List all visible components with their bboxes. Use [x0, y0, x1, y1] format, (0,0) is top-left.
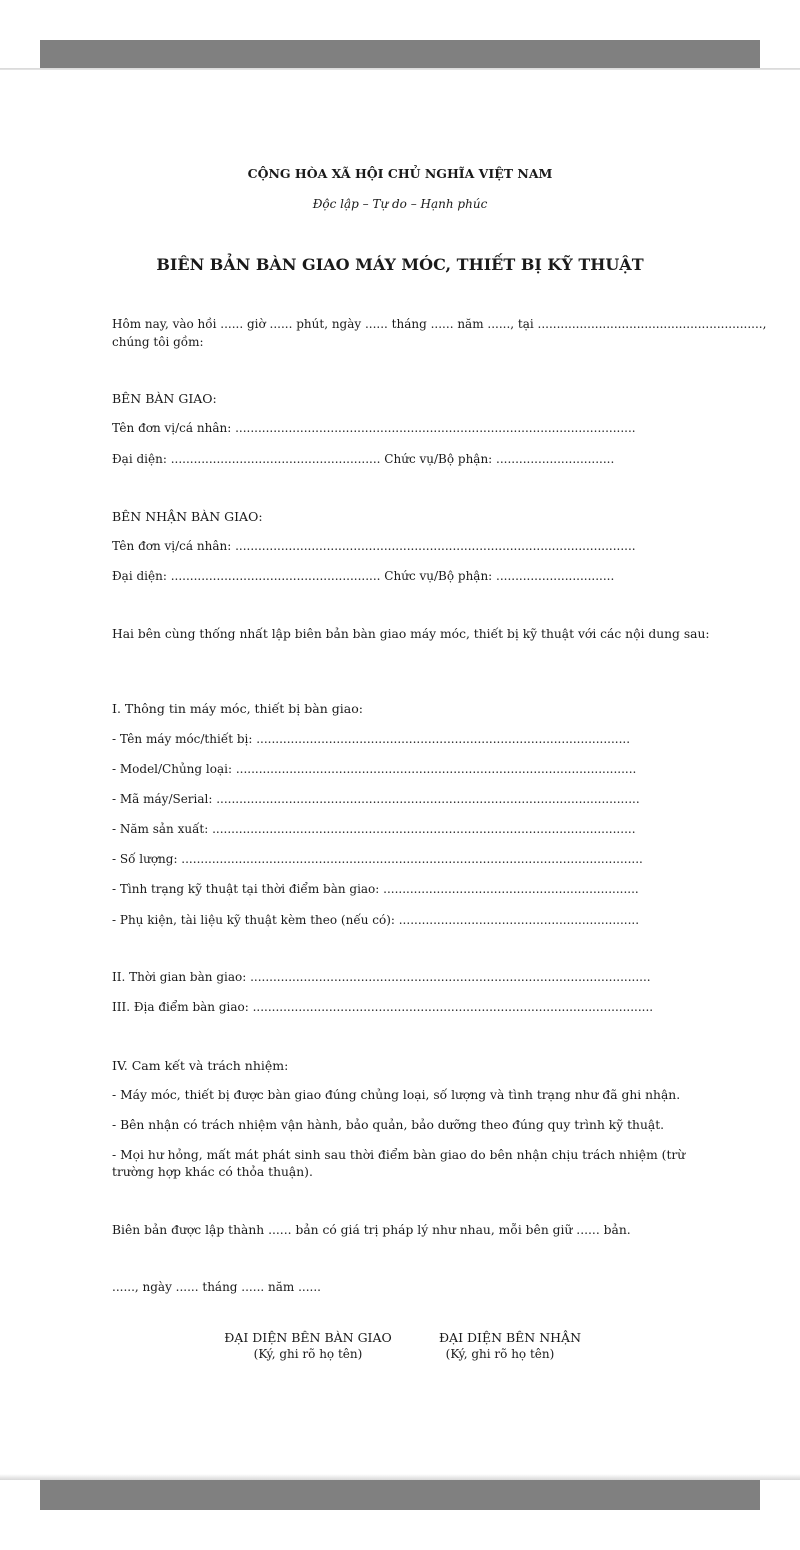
signature-block-handover	[208, 1329, 408, 1363]
copies-statement: Biên bản được lập thành ...... bản có giá trị pháp lý như nhau, mỗi bên giữ ...... bản.	[112, 1223, 631, 1237]
section4-heading: IV. Cam kết và trách nhiệm:	[112, 1058, 289, 1073]
commitment-item-3: - Mọi hư hỏng, mất mát phát sinh sau thời điểm bàn giao do bên nhận chịu trách nhiệm (trừ trường hợp khác có thỏa thuận).	[112, 1148, 686, 1179]
agreement-statement: Hai bên cùng thống nhất lập biên bản bàn giao máy móc, thiết bị kỹ thuật với các nội dung sau:	[112, 627, 710, 641]
manufacture-year-line: - Năm sản xuất: ...............................................................................................................	[112, 822, 636, 836]
serial-line: - Mã máy/Serial: ...............................................................................................................	[112, 792, 640, 806]
equipment-name-line: - Tên máy móc/thiết bị: ..................................................................................................	[112, 732, 631, 746]
quantity-line: - Số lượng: .........................................................................................................................	[112, 852, 643, 866]
receiving-rep-line: Đại diện: ....................................................... Chức vụ/Bộ phận: ...............................	[112, 569, 615, 583]
handover-sign-note: (Ký, ghi rõ họ tên)	[253, 1347, 363, 1361]
document-page	[0, 70, 800, 1480]
model-line: - Model/Chủng loại: .........................................................................................................	[112, 762, 637, 776]
commitment-item-1: - Máy móc, thiết bị được bàn giao đúng chủng loại, số lượng và tình trạng như đã ghi nhận.	[112, 1088, 681, 1102]
document-title: BIÊN BẢN BÀN GIAO MÁY MÓC, THIẾT BỊ KỸ THUẬT	[156, 255, 644, 274]
intro-line-1: Hôm nay, vào hồi ...... giờ ...... phút, ngày ...... tháng ...... năm ......, tại ...........................................................,	[112, 317, 767, 331]
top-gray-bar	[40, 40, 760, 70]
accessories-line: - Phụ kiện, tài liệu kỹ thuật kèm theo (nếu có): ...............................................................	[112, 913, 640, 927]
commitment-item-2: - Bên nhận có trách nhiệm vận hành, bảo quản, bảo dưỡng theo đúng quy trình kỹ thuật.	[112, 1118, 665, 1132]
motto: Độc lập – Tự do – Hạnh phúc	[312, 197, 488, 211]
receiving-rep-title: ĐẠI DIỆN BÊN NHẬN	[438, 1330, 582, 1345]
bottom-gray-bar	[40, 1480, 760, 1510]
nation-header: CỘNG HÒA XÃ HỘI CHỦ NGHĨA VIỆT NAM	[247, 166, 553, 181]
handover-party-heading: BÊN BÀN GIAO:	[112, 391, 217, 406]
section1-heading: I. Thông tin máy móc, thiết bị bàn giao:	[112, 701, 363, 716]
receiving-name-line: Tên đơn vị/cá nhân: .........................................................................................................	[112, 539, 636, 553]
handover-time-line: II. Thời gian bàn giao: .........................................................................................................	[112, 970, 651, 984]
date-line: ......, ngày ...... tháng ...... năm ......	[112, 1280, 321, 1294]
signature-block-receiving	[410, 1329, 610, 1363]
handover-location-line: III. Địa điểm bàn giao: .........................................................................................................	[112, 1000, 654, 1014]
intro-line-2: chúng tôi gồm:	[112, 335, 204, 349]
technical-condition-line: - Tình trạng kỹ thuật tại thời điểm bàn giao: ...................................................................	[112, 882, 639, 896]
handover-name-line: Tên đơn vị/cá nhân: .........................................................................................................	[112, 421, 636, 435]
handover-rep-line: Đại diện: ....................................................... Chức vụ/Bộ phận: ...............................	[112, 452, 615, 466]
handover-rep-title: ĐẠI DIỆN BÊN BÀN GIAO	[224, 1330, 392, 1345]
receiving-party-heading: BÊN NHẬN BÀN GIAO:	[112, 509, 263, 524]
receiving-sign-note: (Ký, ghi rõ họ tên)	[445, 1347, 555, 1361]
